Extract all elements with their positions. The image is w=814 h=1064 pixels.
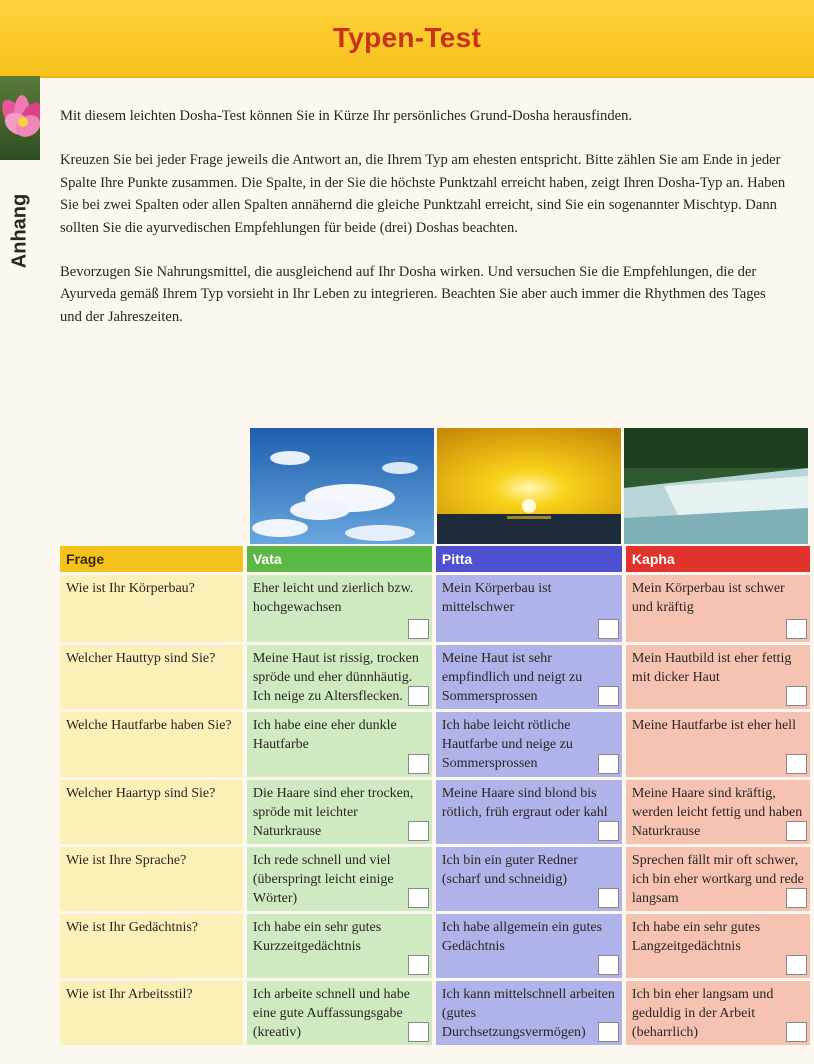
answer-text: Meine Haut ist rissig, trocken spröde und eher dünnhäutig. Ich neige zu Altersflecken. [252, 651, 419, 704]
answer-text: Ich kann mittelschnell arbeiten (gutes Durchsetzungsvermögen) [441, 987, 615, 1040]
answer-text: Meine Haut ist sehr empfindlich und neigt zu Sommersprossen [441, 651, 583, 704]
question-cell: Welcher Hauttyp sind Sie? [60, 645, 243, 709]
pitta-checkbox[interactable] [598, 1022, 619, 1042]
kapha-answer-cell [626, 645, 810, 709]
intro-paragraph: Bevorzugen Sie Nahrungsmittel, die ausgleichend auf Ihr Dosha wirken. Und versuchen Sie die Empfehlungen, die der Ayurveda gemäß Ihrem Typ vorsieht in Ihr Leben zu integrieren. Beachten Sie aber auch immer die Rhythmen des Tages und der Jahreszeiten. [60, 264, 766, 325]
column-header-frage: Frage [60, 546, 243, 572]
table-header-row [60, 546, 810, 572]
table-row [60, 575, 810, 642]
kapha-checkbox[interactable] [786, 686, 807, 706]
vata-checkbox[interactable] [408, 1022, 429, 1042]
answer-text: Ich habe ein sehr gutes Kurzzeitgedächtnis [252, 920, 382, 954]
question-cell: Wie ist Ihre Sprache? [60, 847, 243, 911]
answer-text: Mein Körperbau ist mittelschwer [441, 581, 552, 615]
answer-text: Sprechen fällt mir oft schwer, ich bin eher wortkarg und rede langsam [631, 853, 804, 906]
dosha-test-table [56, 543, 814, 1048]
answer-text: Ich rede schnell und viel (überspringt leicht einige Wörter) [252, 853, 394, 906]
vata-answer-cell [247, 914, 432, 978]
answer-text: Ich habe leicht rötliche Hautfarbe und neige zu Sommersprossen [441, 718, 573, 771]
section-side-label [2, 186, 38, 276]
question-cell: Wie ist Ihr Körperbau? [60, 575, 243, 642]
answer-text: Mein Hautbild ist eher fettig mit dicker Haut [631, 651, 792, 685]
sunset-sea-image [437, 428, 621, 544]
vata-checkbox[interactable] [408, 955, 429, 975]
pitta-answer-cell [436, 981, 622, 1045]
answer-text: Ich arbeite schnell und habe eine gute Auffassungsgabe (kreativ) [252, 987, 410, 1040]
table-row [60, 914, 810, 978]
kapha-checkbox[interactable] [786, 1022, 807, 1042]
vata-answer-cell [247, 645, 432, 709]
vata-checkbox[interactable] [408, 821, 429, 841]
pitta-answer-cell [436, 847, 622, 911]
answer-text: Ich bin eher langsam und geduldig in der Arbeit (beharrlich) [631, 987, 774, 1040]
table-row [60, 645, 810, 709]
answer-text: Eher leicht und zierlich bzw. hochgewachsen [252, 581, 414, 615]
kapha-checkbox[interactable] [786, 754, 807, 774]
intro-text [60, 105, 790, 350]
pitta-checkbox[interactable] [598, 754, 619, 774]
waterfall-image [624, 428, 808, 544]
side-label-text: Anhang [8, 193, 31, 269]
pitta-answer-cell [436, 645, 622, 709]
question-cell: Wie ist Ihr Arbeitsstil? [60, 981, 243, 1045]
pitta-checkbox[interactable] [598, 888, 619, 908]
pitta-checkbox[interactable] [598, 619, 619, 639]
question-cell: Welche Hautfarbe haben Sie? [60, 712, 243, 777]
column-header-vata: Vata [247, 546, 432, 572]
table-row [60, 712, 810, 777]
kapha-checkbox[interactable] [786, 888, 807, 908]
table-row [60, 847, 810, 911]
question-cell: Welcher Haartyp sind Sie? [60, 780, 243, 844]
answer-text: Ich habe eine eher dunkle Hautfarbe [252, 718, 397, 752]
vata-answer-cell [247, 712, 432, 777]
pitta-checkbox[interactable] [598, 955, 619, 975]
answer-text: Meine Haare sind blond bis rötlich, früh ergraut oder kahl [441, 786, 608, 820]
sky-clouds-image [250, 428, 434, 544]
pitta-answer-cell [436, 575, 622, 642]
kapha-answer-cell [626, 847, 810, 911]
answer-text: Meine Haare sind kräftig, werden leicht fettig und haben Naturkrause [631, 786, 803, 839]
pitta-checkbox[interactable] [598, 821, 619, 841]
answer-text: Ich habe allgemein ein gutes Gedächtnis [441, 920, 603, 954]
answer-text: Die Haare sind eher trocken, spröde mit leichter Naturkrause [252, 786, 414, 839]
pitta-answer-cell [436, 780, 622, 844]
vata-answer-cell [247, 575, 432, 642]
kapha-checkbox[interactable] [786, 955, 807, 975]
vata-answer-cell [247, 847, 432, 911]
answer-text: Mein Körperbau ist schwer und kräftig [631, 581, 785, 615]
kapha-answer-cell [626, 981, 810, 1045]
vata-checkbox[interactable] [408, 754, 429, 774]
kapha-checkbox[interactable] [786, 619, 807, 639]
table-row [60, 780, 810, 844]
vata-answer-cell [247, 780, 432, 844]
table-row [60, 981, 810, 1045]
answer-text: Ich bin ein guter Redner (scharf und schneidig) [441, 853, 578, 887]
lotus-flower-image [0, 76, 40, 160]
answer-text: Ich habe ein sehr gutes Langzeitgedächtnis [631, 920, 761, 954]
kapha-answer-cell [626, 780, 810, 844]
intro-paragraph: Kreuzen Sie bei jeder Frage jeweils die Antwort an, die Ihrem Typ am ehesten entspricht. Bitte zählen Sie am Ende in jeder Spalte Ihre Punkte zusammen. Die Spalte, in der Sie die höchste Punktzahl erreicht haben, zeigt Ihren Dosha-Typ an. Haben Sie bei zwei Spalten oder allen Spalten annähernd die gleiche Punktzahl erreicht, sind Sie ein sogenannter Mischtyp. Dann sollten Sie die ayurvedischen Empfehlungen für beide (drei) Doshas beachten. [60, 152, 786, 236]
column-header-kapha: Kapha [626, 546, 810, 572]
vata-checkbox[interactable] [408, 686, 429, 706]
pitta-answer-cell [436, 712, 622, 777]
vata-checkbox[interactable] [408, 619, 429, 639]
kapha-answer-cell [626, 914, 810, 978]
kapha-checkbox[interactable] [786, 821, 807, 841]
vata-answer-cell [247, 981, 432, 1045]
question-cell: Wie ist Ihr Gedächtnis? [60, 914, 243, 978]
kapha-answer-cell [626, 712, 810, 777]
intro-paragraph: Mit diesem leichten Dosha-Test können Sie in Kürze Ihr persönliches Grund-Dosha herausfinden. [60, 108, 633, 124]
kapha-answer-cell [626, 575, 810, 642]
page-header [0, 0, 814, 78]
page-title: Typen-Test [332, 22, 482, 53]
answer-text: Meine Hautfarbe ist eher hell [631, 718, 796, 733]
column-header-pitta: Pitta [436, 546, 622, 572]
pitta-checkbox[interactable] [598, 686, 619, 706]
pitta-answer-cell [436, 914, 622, 978]
vata-checkbox[interactable] [408, 888, 429, 908]
